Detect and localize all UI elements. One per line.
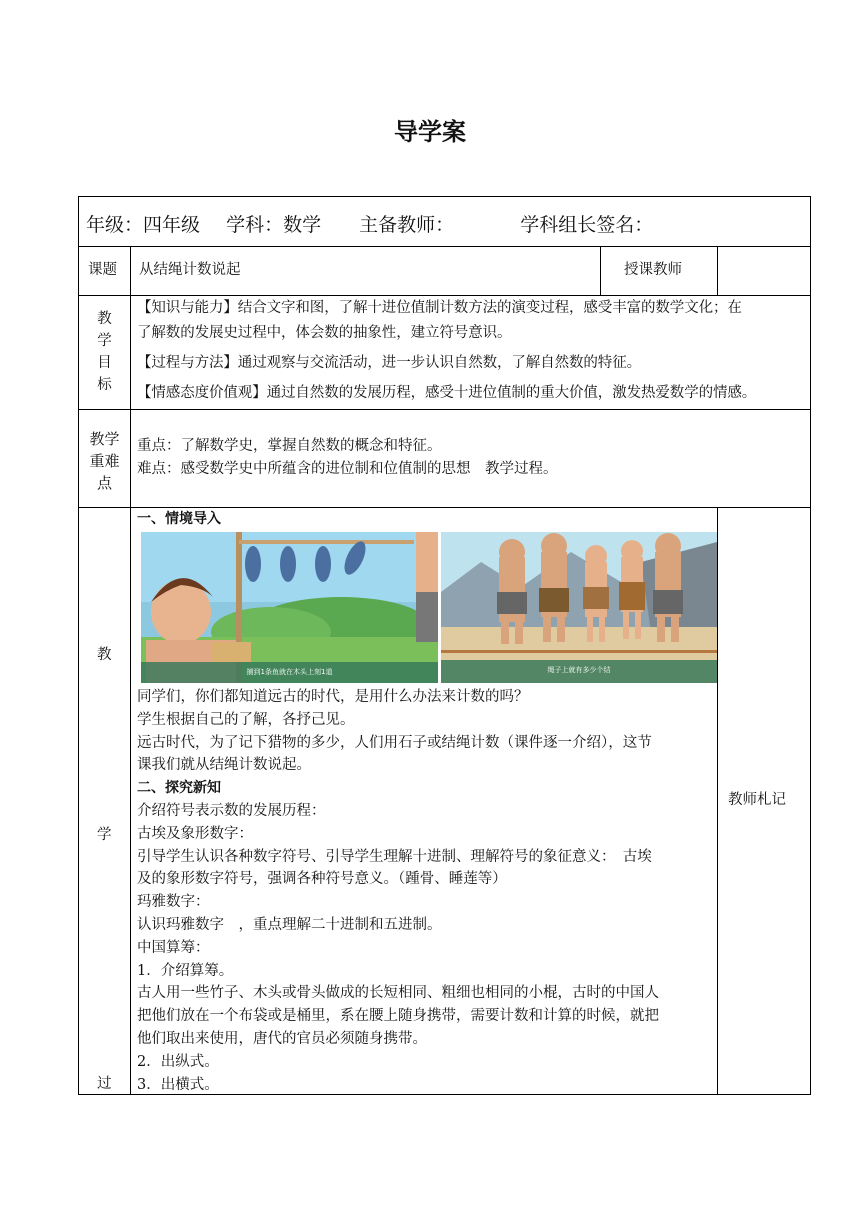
paragraph: 介绍符号表示数的发展历程： <box>137 802 326 819</box>
process-label-top: 教 <box>97 647 112 663</box>
col-divider <box>717 246 718 296</box>
process-label-mid: 学 <box>97 827 112 843</box>
illustration-fishing <box>141 532 438 683</box>
row-divider <box>78 246 811 247</box>
paragraph: 及的象形数字符号，强调各种符号意义。（踵骨、睡莲等） <box>137 871 507 888</box>
paragraph: 1．介绍算筹。 <box>137 962 234 979</box>
section-heading: 二、探究新知 <box>137 780 221 797</box>
paragraph: 引导学生认识各种数字符号、引导学生理解十进制、理解符号的象征意义： 古埃 <box>137 848 652 865</box>
difficulty-line: 难点：感受数学史中所蕴含的进位制和位值制的思想 教学过程。 <box>137 461 558 477</box>
paragraph: 把他们放在一个布袋或是桶里，系在腰上随身携带，需要计数和计算的时候，就把 <box>137 1008 659 1025</box>
paragraph: 2．出纵式。 <box>137 1053 219 1070</box>
image-caption: 捕到1条鱼就在木头上刻1道 <box>246 668 333 676</box>
label-char: 学 <box>97 333 112 349</box>
topic-value: 从结绳计数说起 <box>139 262 241 278</box>
label-char: 点 <box>96 474 112 492</box>
keypoints-text <box>137 435 558 481</box>
col-divider <box>600 246 601 296</box>
objectives-label <box>79 308 130 396</box>
table-border-top <box>78 196 811 197</box>
label-char: 标 <box>97 377 112 393</box>
page-title: 导学案 <box>394 118 466 146</box>
section-heading: 一、情境导入 <box>137 511 221 527</box>
objectives-text <box>137 296 809 406</box>
grade-field: 年级：四年级 <box>86 214 201 236</box>
teacher-notes-label: 教师札记 <box>728 792 786 808</box>
paragraph: 课我们就从结绳计数说起。 <box>137 757 311 774</box>
image-caption: 绳子上就有多少个结 <box>547 666 611 674</box>
leader-signature-field: 学科组长签名： <box>520 214 654 236</box>
objective-line: 【情感态度价值观】通过自然数的发展历程，感受十进位值制的重大价值，激发热爱数学的情感。 <box>137 385 757 401</box>
header-row <box>86 210 673 237</box>
paragraph: 3．出横式。 <box>137 1076 219 1093</box>
objective-line: 【过程与方法】通过观察与交流活动，进一步认识自然数，了解自然数的特征。 <box>137 355 641 371</box>
focus-line: 重点：了解数学史，掌握自然数的概念和特征。 <box>137 438 442 454</box>
keypoints-label <box>79 428 130 494</box>
paragraph: 中国算筹： <box>137 939 210 956</box>
row-divider <box>78 409 811 410</box>
subject-field: 学科：数学 <box>226 214 322 236</box>
illustration-knot-counting <box>441 532 717 683</box>
paragraph: 认识玛雅数字 ，重点理解二十进制和五进制。 <box>137 916 442 933</box>
label-char: 教 <box>97 311 112 327</box>
col-divider <box>717 507 718 1095</box>
process-text <box>137 686 715 1096</box>
lead-teacher-field: 主备教师： <box>359 214 455 236</box>
paragraph: 古埃及象形数字： <box>137 825 253 842</box>
label-char: 目 <box>97 355 112 371</box>
paragraph: 同学们，你们都知道远古的时代，是用什么办法来计数的吗？ <box>137 689 529 705</box>
paragraph: 学生根据自己的了解，各抒己见。 <box>137 711 355 728</box>
teacher-label: 授课教师 <box>624 262 682 278</box>
process-label-bottom: 过 <box>97 1076 112 1092</box>
table-border-right <box>810 196 811 1095</box>
objective-line: 【知识与能力】结合文字和图，了解十进位值制计数方法的演变过程，感受丰富的数学文化；在 <box>137 300 742 316</box>
label-char: 教学 <box>89 430 120 448</box>
objective-line: 了解数的发展史过程中，体会数的抽象性，建立符号意识。 <box>137 325 512 341</box>
topic-label: 课题 <box>88 262 117 278</box>
paragraph: 古人用一些竹子、木头或骨头做成的长短相同、粗细也相同的小棍，古时的中国人 <box>137 985 659 1002</box>
paragraph: 玛雅数字： <box>137 894 210 911</box>
label-char: 重难 <box>89 452 120 470</box>
paragraph: 他们取出来使用，唐代的官员必须随身携带。 <box>137 1030 427 1047</box>
paragraph: 远古时代，为了记下猎物的多少，人们用石子或结绳计数（课件逐一介绍），这节 <box>137 734 652 751</box>
col-divider <box>130 246 131 1095</box>
